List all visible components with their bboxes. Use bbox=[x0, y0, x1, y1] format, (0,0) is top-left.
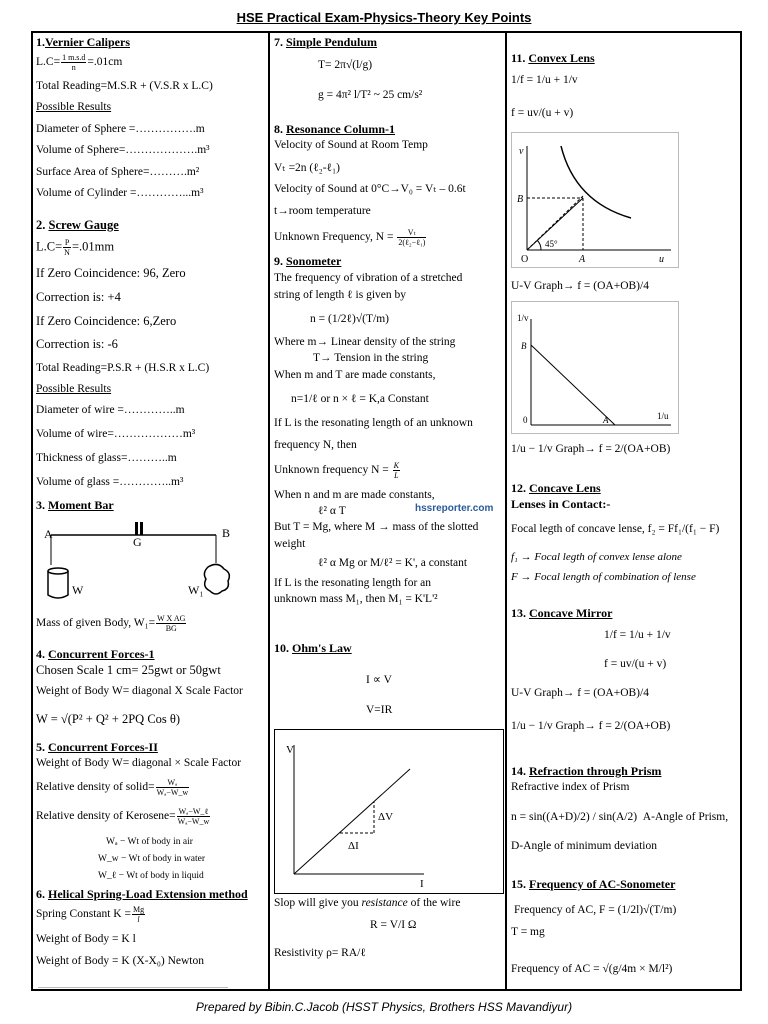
concurrent1-text: Chosen Scale 1 cm= 25gwt or 50gwt bbox=[36, 663, 221, 677]
section-concurrent1-title: 4. Concurrent Forces-1 bbox=[36, 647, 155, 661]
sonometer-text: frequency N, then bbox=[274, 439, 357, 451]
ohm-formula: I ∝ V bbox=[366, 674, 392, 686]
spring-text: Weight of Body = K l bbox=[36, 933, 136, 945]
moment-label-b: B bbox=[222, 526, 231, 540]
section-concave-mirror-title: 13. Concave Mirror bbox=[511, 606, 613, 620]
screw-result: Thickness of glass=………..m bbox=[36, 452, 177, 464]
resonance-text: Vₜ =2n (ℓ₂-ℓ₁) bbox=[274, 162, 340, 174]
vernier-result: Surface Area of Sphere=……….m² bbox=[36, 166, 200, 178]
moment-label-w1: W₁ bbox=[188, 583, 204, 597]
sonometer-text: Where m→ Linear density of the string bbox=[274, 336, 456, 348]
vernier-result: Volume of Sphere=……………….m³ bbox=[36, 144, 210, 156]
concurrent2-rd-solid: Relative density of solid= $\frac{\text{Wₐ}}{\text{Wₐ−W\_w}}$ bbox=[36, 778, 189, 797]
concave-lens-key: F → Focal length of combination of lense bbox=[511, 571, 696, 583]
moment-label-a: A bbox=[44, 527, 53, 541]
concave-lens-subtitle: Lenses in Contact:- bbox=[511, 497, 611, 511]
section-ac-sonometer-title: 15. Frequency of AC-Sonometer bbox=[511, 877, 676, 891]
section-moment-title: 3. Moment Bar bbox=[36, 498, 114, 512]
convex-label-b: B bbox=[517, 194, 524, 205]
section-pendulum-title: 7. Simple Pendulum bbox=[274, 35, 378, 49]
ohm-slope: Slop will give you resistance of the wire bbox=[274, 897, 461, 909]
section-prism-title: 14. Refraction through Prism bbox=[511, 764, 662, 778]
prism-formula: n = sin((A+D)/2) / sin(A/2) A-Angle of Prism, bbox=[511, 811, 729, 823]
concave-lens-key: f₁ → Focal legth of convex lense alone bbox=[511, 551, 682, 563]
ohm-resistivity: Resistivity ρ= RA/ℓ bbox=[274, 947, 366, 959]
convex-uv-text: U-V Graph→ f = (OA+OB)/4 bbox=[511, 280, 649, 292]
resonance-text: Velocity of Sound at 0°C→V₀ = Vₜ – 0.6t bbox=[274, 183, 466, 195]
sonometer-text: If L is the resonating length of an unknown bbox=[274, 417, 473, 429]
ac-sonometer-formula: Frequency of AC, F = (1/2l)√(T/m) bbox=[514, 904, 677, 916]
concurrent2-key: W_ℓ − Wt of body in liquid bbox=[98, 871, 204, 881]
page-title: HSE Practical Exam-Physics-Theory Key Points bbox=[236, 10, 532, 25]
vernier-possible: Possible Results bbox=[36, 101, 112, 113]
section-concave-lens-title: 12. Concave Lens bbox=[511, 481, 601, 495]
sonometer-formula: n = (1/2ℓ)√(T/m) bbox=[310, 313, 389, 325]
footer-credit: Prepared by Bibin.C.Jacob (HSST Physics, Brothers HSS Mavandiyur) bbox=[195, 1000, 573, 1014]
footer-rule bbox=[38, 987, 228, 988]
sonometer-text: The frequency of vibration of a stretched bbox=[274, 272, 463, 284]
screw-total: Total Reading=P.S.R + (H.S.R x L.C) bbox=[36, 362, 210, 374]
concurrent1-text: Weight of Body W= diagonal X Scale Factor bbox=[36, 685, 243, 697]
concurrent2-rd-kerosene: Relative density of Kerosene= $\frac{\text{Wₐ−W\_ℓ}}{\text{Wₐ−W\_w}}$ bbox=[36, 807, 210, 826]
ohm-delta-i: ΔI bbox=[348, 840, 359, 852]
sonometer-text: But T = Mg, where M → mass of the slotted bbox=[274, 521, 479, 533]
concave-lens-formula: Focal legth of concave lense, f₂ = Ff₁/(f₁ − F) bbox=[511, 523, 720, 535]
convex-formula: 1/f = 1/u + 1/v bbox=[511, 74, 578, 86]
ohm-graph bbox=[274, 729, 504, 894]
sonometer-text: ℓ² α Mg or M/ℓ² = K', a constant bbox=[318, 557, 468, 569]
inverse-label-b: B bbox=[521, 341, 527, 351]
concave-mirror-formula: f = uv/(u + v) bbox=[604, 658, 667, 670]
convex-inverse-graph bbox=[511, 301, 679, 434]
vernier-result: Volume of Cylinder =…………...m³ bbox=[36, 187, 204, 199]
screw-text: Correction is: +4 bbox=[36, 290, 121, 304]
concave-mirror-uv: U-V Graph→ f = (OA+OB)/4 bbox=[511, 687, 649, 699]
convex-label-o: O bbox=[521, 254, 529, 265]
sonometer-text: weight bbox=[274, 538, 306, 550]
vernier-total: Total Reading=M.S.R + (V.S.R x L.C) bbox=[36, 80, 213, 92]
section-sonometer-title: 9. Sonometer bbox=[274, 254, 342, 268]
screw-text: If Zero Coincidence: 96, Zero bbox=[36, 266, 186, 280]
concave-mirror-inverse: 1/u − 1/v Graph→ f = 2/(OA+OB) bbox=[511, 720, 671, 732]
spring-constant: Spring Constant K = $\frac{Mg}{l}$ bbox=[36, 905, 145, 924]
prism-text: D-Angle of minimum deviation bbox=[511, 840, 657, 852]
convex-inverse-text: 1/u − 1/v Graph→ f = 2/(OA+OB) bbox=[511, 443, 671, 455]
pendulum-formula: T= 2π√(l/g) bbox=[318, 59, 373, 71]
inverse-axis-y: 1/v bbox=[517, 313, 529, 323]
concurrent2-key: W_w − Wt of body in water bbox=[98, 854, 206, 864]
resonance-text: t→room temperature bbox=[274, 205, 371, 217]
convex-uv-graph bbox=[511, 132, 679, 268]
section-concurrent2-title: 5. Concurrent Forces-II bbox=[36, 740, 158, 754]
moment-mass: Mass of given Body, W₁= $\frac{\text{W X AG}}{BG}$ bbox=[36, 614, 186, 633]
column-divider bbox=[268, 31, 270, 989]
section-screw-title: 2. Screw Gauge bbox=[36, 218, 119, 232]
sonometer-text: T→ Tension in the string bbox=[313, 352, 429, 364]
concave-mirror-formula: 1/f = 1/u + 1/v bbox=[604, 629, 671, 641]
prism-text: Refractive index of Prism bbox=[511, 781, 630, 793]
screw-text: Correction is: -6 bbox=[36, 337, 118, 351]
screw-text: If Zero Coincidence: 6,Zero bbox=[36, 314, 177, 328]
watermark: hssreporter.com bbox=[415, 503, 494, 514]
ohm-delta-v: ΔV bbox=[378, 811, 394, 823]
moment-label-w: W bbox=[72, 583, 84, 597]
moment-bar-diagram bbox=[36, 515, 261, 605]
screw-result: Volume of wire=………………m³ bbox=[36, 428, 196, 440]
sonometer-text: When n and m are made constants, bbox=[274, 489, 435, 501]
section-ohm-title: 10. Ohm's Law bbox=[274, 641, 352, 655]
convex-axis-v: v bbox=[519, 146, 524, 157]
screw-result: Diameter of wire =…………..m bbox=[36, 404, 185, 416]
convex-formula: f = uv/(u + v) bbox=[511, 107, 574, 119]
section-spring-title: 6. Helical Spring-Load Extension method bbox=[36, 887, 248, 901]
vernier-result: Diameter of Sphere =…………….m bbox=[36, 123, 205, 135]
sonometer-text: unknown mass M₁, then M₁ = K'L'² bbox=[274, 593, 438, 605]
ac-sonometer-text: T = mg bbox=[511, 926, 545, 938]
concurrent2-text: Weight of Body W= diagonal × Scale Factor bbox=[36, 757, 242, 769]
inverse-axis-x: 1/u bbox=[657, 411, 669, 421]
sonometer-unknown-frequency: Unknown frequency N = $\frac{K}{L}$ bbox=[274, 461, 399, 480]
section-convex-title: 11. Convex Lens bbox=[511, 51, 595, 65]
moment-label-g: G bbox=[133, 535, 142, 549]
ohm-formula: V=IR bbox=[366, 704, 393, 716]
resonance-frequency: Unknown Frequency, N = $\frac{\text{Vₜ}}{\text{2(ℓ₂−ℓ₁)}}$ bbox=[274, 228, 426, 247]
inverse-label-a: A bbox=[603, 415, 609, 425]
sonometer-text: When m and T are made constants, bbox=[274, 369, 436, 381]
column-divider bbox=[505, 31, 507, 989]
convex-angle: 45° bbox=[545, 239, 558, 249]
sonometer-text: n=1/ℓ or n × ℓ = K,a Constant bbox=[291, 393, 429, 405]
section-vernier-title: 1.Vernier Calipers bbox=[36, 35, 130, 49]
resonance-text: Velocity of Sound at Room Temp bbox=[274, 139, 428, 151]
ac-sonometer-formula: Frequency of AC = √(g/4m × M/l²) bbox=[511, 963, 673, 975]
vernier-lc: L.C= $\frac{1 m.s.d}{n}$ =.01cm bbox=[36, 53, 123, 72]
sonometer-text: ℓ² α T bbox=[318, 505, 346, 517]
sonometer-text: string of length ℓ is given by bbox=[274, 289, 406, 301]
ohm-axis-i: I bbox=[420, 878, 424, 890]
screw-lc: L.C= $\frac{P}{N}$ =.01mm bbox=[36, 238, 115, 257]
convex-axis-u: u bbox=[659, 254, 664, 265]
ohm-axis-v: V bbox=[286, 744, 294, 756]
screw-result: Volume of glass =…………..m³ bbox=[36, 476, 184, 488]
inverse-label-o: 0 bbox=[523, 415, 528, 425]
section-resonance-title: 8. Resonance Column-1 bbox=[274, 122, 396, 136]
convex-label-a: A bbox=[579, 254, 586, 265]
pendulum-formula: g = 4π² l/T² ~ 25 cm/s² bbox=[318, 89, 423, 101]
spring-text: Weight of Body = K (X-X₀) Newton bbox=[36, 955, 204, 967]
screw-possible: Possible Results bbox=[36, 383, 112, 395]
concurrent2-key: Wₐ − Wt of body in air bbox=[106, 837, 193, 847]
concurrent1-formula: W = √(P² + Q² + 2PQ Cos θ) bbox=[36, 712, 181, 726]
sonometer-text: If L is the resonating length for an bbox=[274, 577, 432, 589]
ohm-resistance: R = V/I Ω bbox=[370, 919, 417, 931]
